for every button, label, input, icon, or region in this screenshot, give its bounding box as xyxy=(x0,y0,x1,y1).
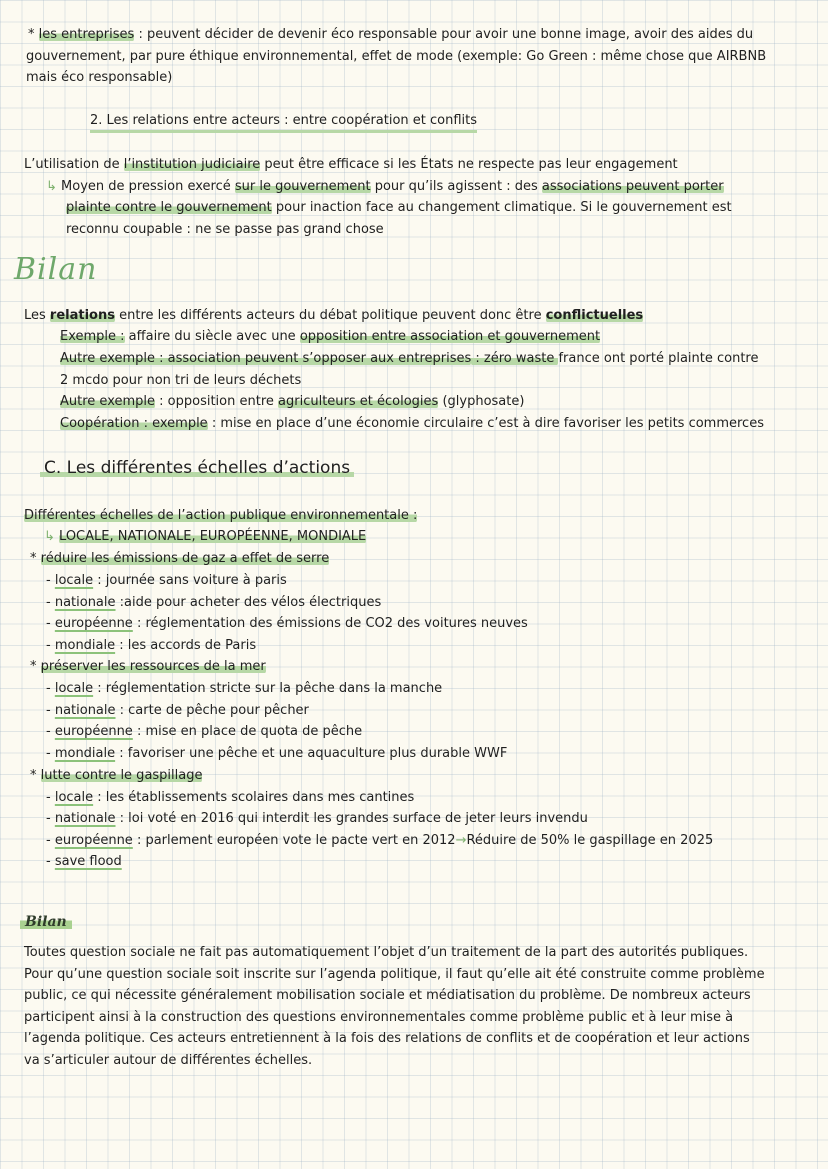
g2-item-1: - locale : réglementation stricte sur la pêche dans la manche xyxy=(46,681,443,696)
g2-val-3: : mise en place de quota de pêche xyxy=(132,724,363,739)
group-3-title: lutte contre le gaspillage xyxy=(40,768,203,783)
echelles-intro-text: Différentes échelles de l’action publique environnementale : xyxy=(24,508,418,523)
g1-item-2: - nationale :aide pour acheter des vélos électriques xyxy=(46,595,382,610)
bullet-star: * xyxy=(30,659,37,674)
exemple-2-line-2: 2 mcdo pour non tri de leurs déchets xyxy=(60,373,302,388)
g1-item-1: - locale : journée sans voiture à paris xyxy=(46,573,287,588)
entreprises-line-3: mais éco responsable) xyxy=(26,70,173,85)
plainte-highlight: plainte contre le gouvernement xyxy=(66,200,272,215)
g3-key-3: européenne xyxy=(54,833,133,848)
pression-line xyxy=(46,178,724,196)
g2-item-2: - nationale : carte de pêche pour pêcher xyxy=(46,703,309,718)
exemple-1-text: affaire du siècle avec une xyxy=(124,329,300,344)
scales-line xyxy=(44,528,366,546)
g2-item-3: - européenne : mise en place de quota de pêche xyxy=(46,724,363,739)
g3-val-3: : parlement européen vote le pacte vert en 2012 xyxy=(132,833,456,848)
exemple-2-text: france ont porté plainte contre xyxy=(558,351,759,366)
bilan-2-line-4: participent ainsi à la construction des questions environnementales comme problème public et à leur mise à xyxy=(24,1009,734,1025)
g2-val-2: : carte de pêche pour pêcher xyxy=(115,703,309,718)
cooperation-text: : mise en place d’une économie circulaire c’est à dire favoriser les petits commerces xyxy=(207,416,764,431)
group-2-title-line xyxy=(30,658,266,676)
scales-text: LOCALE, NATIONALE, EUROPÉENNE, MONDIALE xyxy=(59,529,367,544)
g1-key-2: nationale xyxy=(54,595,116,610)
g3-after-text: Réduire de 50% le gaspillage en 2025 xyxy=(466,833,714,848)
g2-key-3: européenne xyxy=(54,724,133,739)
pression-text-a: Moyen de pression exercé xyxy=(61,179,235,194)
entreprises-line-2: gouvernement, par pure éthique environnemental, effet de mode (exemple: Go Green : même chose que AIRBNB xyxy=(26,49,767,64)
section-c-heading: C. Les différentes échelles d’actions xyxy=(40,458,354,478)
g1-key-4: mondiale xyxy=(54,638,116,653)
judiciaire-text-a: L’utilisation de xyxy=(24,157,124,172)
group-1-title-line xyxy=(30,550,329,568)
g1-val-1: : journée sans voiture à paris xyxy=(93,573,287,588)
exemple-3-text-b: (glyphosate) xyxy=(438,394,525,409)
g3-item-1: - locale : les établissements scolaires dans mes cantines xyxy=(46,790,415,805)
exemple-3-label: Autre exemple xyxy=(60,394,156,409)
turn-arrow-icon: ↳ xyxy=(44,529,55,544)
cooperation-label: Coopération : exemple xyxy=(60,416,208,431)
group-1-title: réduire les émissions de gaz a effet de serre xyxy=(40,551,330,566)
bilan-2-line-6: va s’articuler autour de différentes échelles. xyxy=(24,1052,313,1068)
g1-key-3: européenne xyxy=(54,616,133,631)
g3-key-1: locale xyxy=(54,790,94,805)
exemple-3-line xyxy=(60,393,524,411)
turn-arrow-icon: ↳ xyxy=(46,179,57,194)
g2-val-1: : réglementation stricte sur la pêche dans la manche xyxy=(93,681,443,696)
bilan-2-line-5: l’agenda politique. Ces acteurs entretiennent à la fois des relations de conflits et de coopération et leur actions xyxy=(24,1031,750,1046)
exemple-3-text-a: : opposition entre xyxy=(155,394,279,409)
cooperation-line xyxy=(60,415,764,433)
judiciaire-text-b: peut être efficace si les États ne respecte pas leur engagement xyxy=(260,157,678,172)
entreprises-highlight: les entreprises xyxy=(38,27,135,42)
group-2-title: préserver les ressources de la mer xyxy=(40,659,266,674)
g2-val-4: : favoriser une pêche et une aquaculture plus durable WWF xyxy=(115,746,508,761)
g3-item-2: - nationale : loi voté en 2016 qui interdit les grandes surface de jeter leurs invendu xyxy=(46,811,588,826)
bilan-2-line-2: Pour qu’une question sociale soit inscrite sur l’agenda politique, il faut qu’elle ait été construite comme problème xyxy=(24,966,765,982)
g1-item-3: - européenne : réglementation des émissions de CO2 des voitures neuves xyxy=(46,616,528,631)
bilan-text-a: Les xyxy=(24,308,50,323)
bilan-title: Bilan xyxy=(14,252,98,287)
g1-item-4: - mondiale : les accords de Paris xyxy=(46,638,257,653)
bullet-star: * xyxy=(30,768,37,783)
g3-key-2: nationale xyxy=(54,811,116,826)
plainte-line xyxy=(66,199,732,217)
bullet-star: * xyxy=(30,551,37,566)
judiciaire-line xyxy=(24,156,678,174)
g2-key-4: mondiale xyxy=(54,746,116,761)
bullet-star: * xyxy=(28,27,35,42)
bilan-2-paragraph xyxy=(24,942,765,1071)
g3-val-2: : loi voté en 2016 qui interdit les grandes surface de jeter leurs invendu xyxy=(115,811,588,826)
pression-text-b: pour qu’ils agissent : des xyxy=(370,179,542,194)
judiciaire-highlight: l’institution judiciaire xyxy=(123,157,261,172)
exemple-2-line xyxy=(60,350,759,368)
right-arrow-icon: → xyxy=(455,833,467,848)
g2-item-4: - mondiale : favoriser une pêche et une aquaculture plus durable WWF xyxy=(46,746,508,761)
bilan-relations-line xyxy=(24,307,643,325)
exemple-label: Exemple : xyxy=(60,329,125,344)
pression-highlight-2: associations peuvent porter xyxy=(541,179,724,194)
g3-item-3: - européenne : parlement européen vote le pacte vert en 2012→Réduire de 50% le gaspillage en 2025 xyxy=(46,833,714,848)
g1-key-1: locale xyxy=(54,573,94,588)
exemple-1-line xyxy=(60,328,600,346)
g3-key-4: save flood xyxy=(54,854,122,869)
relations-word: relations xyxy=(49,308,115,323)
group-3-title-line xyxy=(30,767,202,785)
exemple-2-highlight: Autre exemple : association peuvent s’opposer aux entreprises xyxy=(60,351,472,366)
conflictuelles-word: conflictuelles xyxy=(545,308,644,323)
g2-key-2: nationale xyxy=(54,703,116,718)
exemple-1-highlight: opposition entre association et gouvernement xyxy=(299,329,601,344)
bilan-2-title: Bilan xyxy=(20,914,72,930)
g3-val-1: : les établissements scolaires dans mes cantines xyxy=(93,790,415,805)
entreprises-text: : peuvent décider de devenir éco responsable pour avoir une bonne image, avoir des aides du xyxy=(134,27,754,42)
g1-val-3: : réglementation des émissions de CO2 des voitures neuves xyxy=(132,616,528,631)
pression-highlight-1: sur le gouvernement xyxy=(234,179,371,194)
bilan-text-c: entre les différents acteurs du débat politique peuvent donc être xyxy=(114,308,546,323)
bilan-2-line-3: public, ce qui nécessite généralement mobilisation sociale et médiatisation du problème. De nombreux acteurs xyxy=(24,988,751,1003)
g1-val-2: :aide pour acheter des vélos électriques xyxy=(115,595,382,610)
exemple-3-highlight: agriculteurs et écologies xyxy=(278,394,439,409)
g2-key-1: locale xyxy=(54,681,94,696)
plainte-text: pour inaction face au changement climatique. Si le gouvernement est xyxy=(271,200,732,215)
g3-item-4: - save flood xyxy=(46,854,122,869)
bilan-2-line-1: Toutes question sociale ne fait pas automatiquement l’objet d’un traitement de la part des autorités publiques. xyxy=(24,945,749,960)
entreprises-line xyxy=(28,26,753,44)
echelles-intro xyxy=(24,507,417,525)
zero-waste: : zéro waste xyxy=(471,351,559,366)
coupable-line: reconnu coupable : ne se passe pas grand chose xyxy=(66,222,384,237)
g1-val-4: : les accords de Paris xyxy=(115,638,257,653)
section-2-heading: 2. Les relations entre acteurs : entre coopération et conflits xyxy=(90,113,477,133)
